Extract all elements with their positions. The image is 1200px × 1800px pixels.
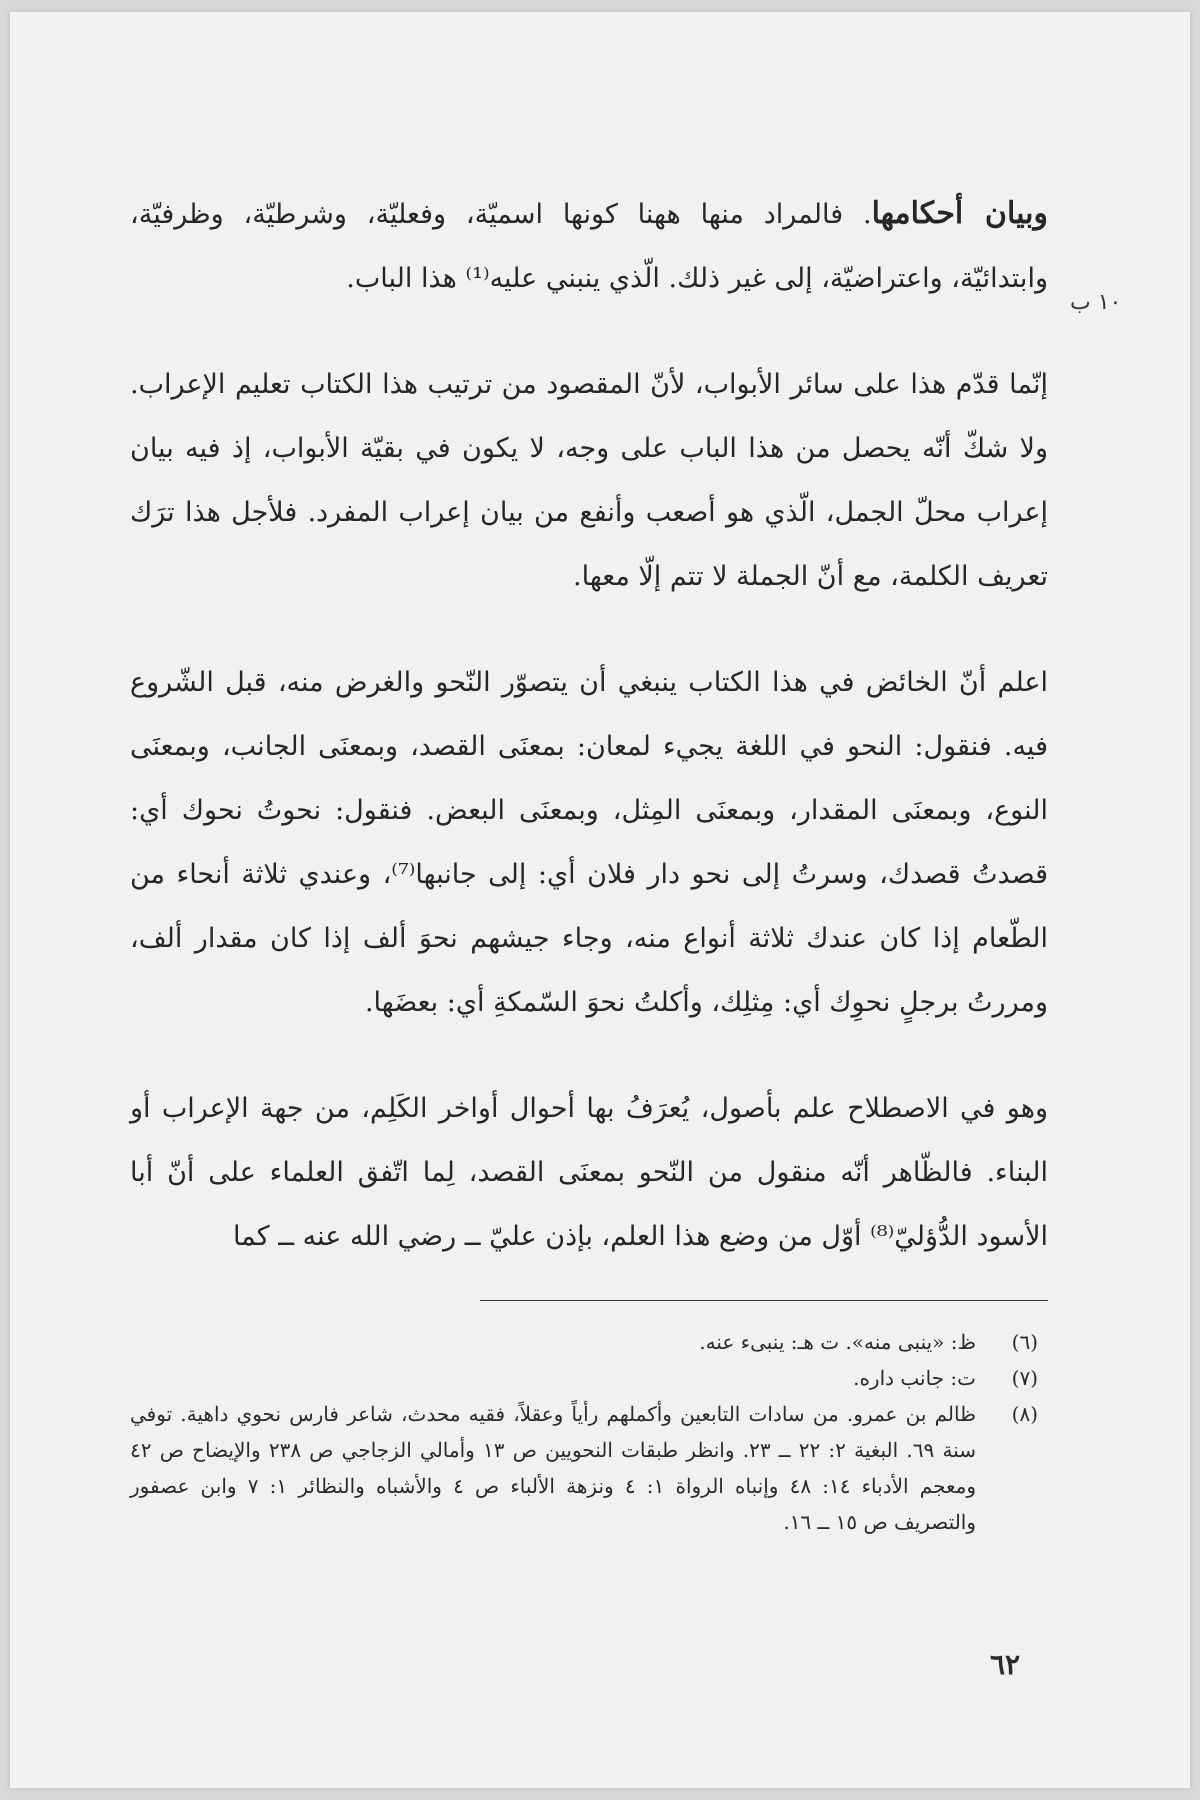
- footnote: [130, 1324, 1038, 1360]
- paragraph-1: [130, 182, 1048, 311]
- manuscript-folio-note: ١٠ ب: [1070, 290, 1122, 315]
- footnote: [130, 1360, 1038, 1396]
- paragraph-4: وهو في الاصطلاح علم بأصول، يُعرَفُ بها أحوال أواخر الكَلِم، من جهة الإعراب أو البناء. فالظّاهر أنّه منقول من النّحو بمعنَى القصد، لِما اتّفق العلماء على أنّ أبا الأسود الدُّؤليّ⁽⁸⁾ أوّل من وضع هذا العلم، بإذن عليّ ــ رضي الله عنه ــ كما: [130, 1093, 1048, 1252]
- footnote-number: (٨): [1011, 1402, 1038, 1426]
- footnote-number: (٦): [1011, 1330, 1038, 1354]
- book-page: [10, 12, 1190, 1788]
- paragraph-1-bold-heading: وبيان أحكامها: [871, 196, 1048, 231]
- footnote-text: ت: جانب داره.: [853, 1366, 976, 1390]
- paragraph-1-text: . فالمراد منها ههنا كونها اسميّة، وفعليّة، وشرطيّة، وظرفيّة، وابتدائيّة، واعتراضيّة، إلى غير ذلك. الّذي ينبني عليه⁽¹⁾ هذا الباب.: [130, 199, 1048, 294]
- main-text: [130, 182, 1048, 1269]
- footnotes: [130, 1324, 1038, 1540]
- paragraph-3: اعلم أنّ الخائض في هذا الكتاب ينبغي أن يتصوّر النّحو والغرض منه، قبل الشّروع فيه. فنقول: النحو في اللغة يجيء لمعان: بمعنَى القصد، وبمعنَى الجانب، وبمعنَى النوع، وبمعنَى المقدار، وبمعنَى المِثل، وبمعنَى البعض. فنقول: نحوتُ نحوك أي: قصدتُ قصدك، وسرتُ إلى نحو دار فلان أي: إلى جانبها⁽⁷⁾، وعندي ثلاثة أنحاء من الطّعام إذا كان عندك ثلاثة أنواع منه، وجاء جيشهم نحوَ ألف إذا كان مقدار ألف، ومررتُ برجلٍ نحوِك أي: مِثلِك، وأكلتُ نحوَ السّمكةِ أي: بعضَها.: [130, 667, 1048, 1018]
- footnote-text: ظالم بن عمرو. من سادات التابعين وأكملهم رأياً وعقلاً، فقيه محدث، شاعر فارس نحوي داهية. توفي سنة ٦٩. البغية ٢: ٢٢ ــ ٢٣. وانظر طبقات النحويين ص ١٣ وأمالي الزجاجي ص ٢٣٨ والإيضاح ص ٤٢ ومعجم الأدباء ١٤: ٤٨ وإنباه الرواة ١: ٤ ونزهة الألباء ص ٤ والأشباه والنظائر ١: ٧ وابن عصفور والتصريف ص ١٥ ــ ١٦.: [130, 1402, 977, 1534]
- footnote-divider: [480, 1300, 1048, 1301]
- footnote-text: ظ: «ينبى منه». ت هـ: ينبىء عنه.: [699, 1330, 976, 1354]
- footnote-number: (٧): [1011, 1366, 1038, 1390]
- page-number: ٦٢: [990, 1648, 1021, 1681]
- paragraph-2: إنّما قدّم هذا على سائر الأبواب، لأنّ المقصود من ترتيب هذا الكتاب تعليم الإعراب. ولا شكّ أنّه يحصل من هذا الباب على وجه، لا يكون في بقيّة الأبواب، إذ فيه بيان إعراب محلّ الجمل، الّذي هو أصعب وأنفع من بيان إعراب المفرد. فلأجل هذا ترَك تعريف الكلمة، مع أنّ الجملة لا تتم إلّا معها.: [130, 369, 1048, 592]
- footnote: [130, 1396, 1038, 1540]
